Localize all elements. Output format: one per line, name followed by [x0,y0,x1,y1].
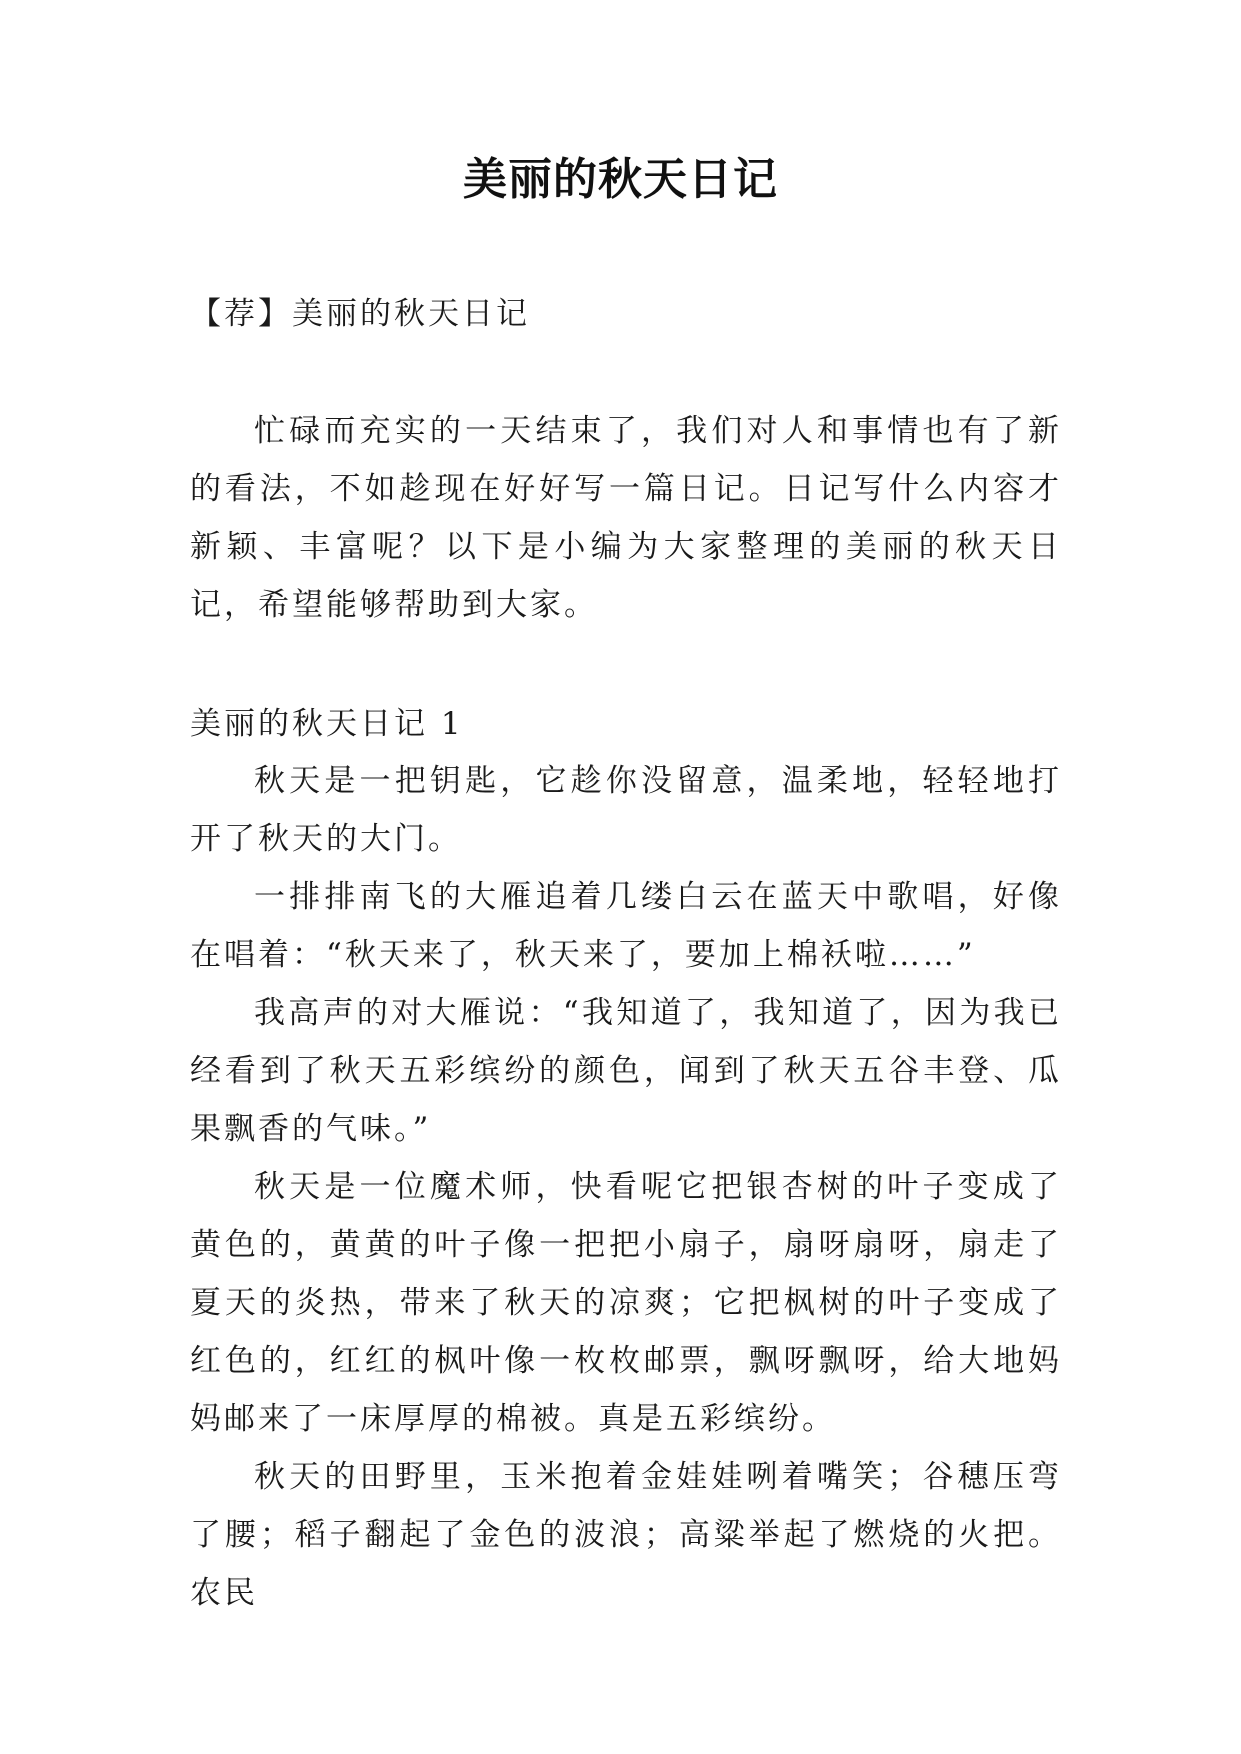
body-paragraph: 我高声的对大雁说：“我知道了，我知道了，因为我已经看到了秋天五彩缤纷的颜色，闻到了秋天五谷丰登、瓜果飘香的气味。” [190,995,1062,1147]
body-paragraph: 秋天的田野里，玉米抱着金娃娃咧着嘴笑；谷穗压弯了腰；稻子翻起了金色的波浪；高粱举起了燃烧的火把。农民 [190,1459,1062,1611]
body-paragraph: 秋天是一把钥匙，它趁你没留意，温柔地，轻轻地打开了秋天的大门。 [190,763,1062,857]
body-paragraph: 一排排南飞的大雁追着几缕白云在蓝天中歌唱，好像在唱着：“秋天来了，秋天来了，要加上棉袄啦……” [190,879,1062,973]
section-heading: 美丽的秋天日记 1 [190,706,464,742]
body-paragraph: 秋天是一位魔术师，快看呢它把银杏树的叶子变成了黄色的，黄黄的叶子像一把把小扇子，扇呀扇呀，扇走了夏天的炎热，带来了秋天的凉爽；它把枫树的叶子变成了红色的，红红的枫叶像一枚枚邮票，飘呀飘呀，给大地妈妈邮来了一床厚厚的棉被。真是五彩缤纷。 [190,1169,1062,1437]
diary-body [190,752,1062,1622]
document-title: 美丽的秋天日记 [463,154,778,205]
recommend-tag-line: 【荐】美丽的秋天日记 [190,296,530,332]
intro-paragraph: 忙碌而充实的一天结束了，我们对人和事情也有了新的看法，不如趁现在好好写一篇日记。日记写什么内容才新颖、丰富呢？以下是小编为大家整理的美丽的秋天日记，希望能够帮助到大家。 [190,413,1062,623]
